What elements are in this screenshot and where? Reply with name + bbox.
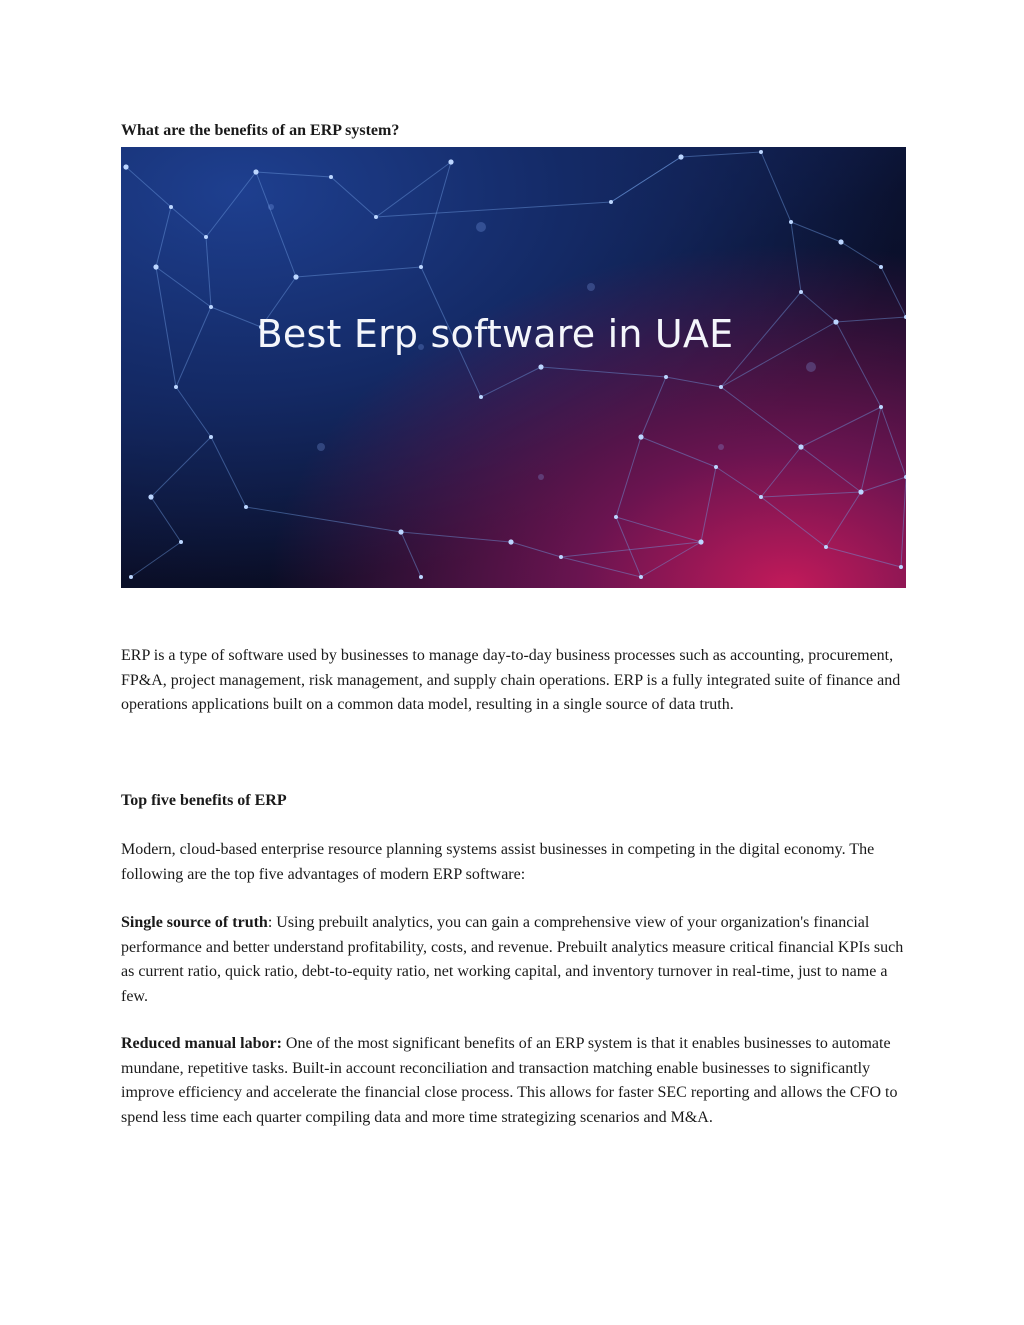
network-line — [511, 542, 561, 557]
benefit-term: Single source of truth — [121, 914, 268, 931]
network-line — [376, 202, 611, 217]
network-line — [716, 467, 761, 497]
network-line — [881, 267, 906, 317]
network-line — [761, 492, 861, 497]
network-line — [211, 437, 246, 507]
network-node — [698, 539, 703, 544]
network-node — [329, 175, 333, 179]
network-line — [151, 497, 181, 542]
network-line — [131, 542, 181, 577]
network-line — [296, 267, 421, 277]
network-node — [448, 159, 453, 164]
network-node — [479, 395, 483, 399]
network-line — [151, 437, 211, 497]
network-line — [611, 157, 681, 202]
network-node — [209, 305, 213, 309]
section-heading: Top five benefits of ERP — [121, 792, 287, 809]
benefit-text: : Using prebuilt analytics, you can gain a comprehensive view of your organization's financial performance and better understand profitability, costs, and revenue. Prebuilt analytics measure critical financial KPIs such as current ratio, quick ratio, debt-to-equity ratio, net working capital, and inventory turnover in real-time, just to name a few. — [121, 914, 904, 1005]
network-line — [841, 242, 881, 267]
network-node — [609, 200, 613, 204]
network-node — [538, 364, 543, 369]
network-node — [253, 169, 258, 174]
network-node — [419, 265, 423, 269]
network-line — [761, 152, 791, 222]
network-node — [879, 265, 883, 269]
network-line — [826, 492, 861, 547]
network-line — [721, 387, 801, 447]
network-node — [639, 575, 643, 579]
network-node — [789, 220, 793, 224]
network-line — [176, 387, 211, 437]
network-line — [376, 162, 451, 217]
bokeh-dot — [806, 362, 816, 372]
network-line — [616, 517, 701, 542]
network-node — [899, 565, 903, 569]
network-node — [719, 385, 723, 389]
network-line — [641, 437, 716, 467]
network-line — [701, 467, 716, 542]
section-intro-paragraph: Modern, cloud-based enterprise resource planning systems assist businesses in competing in the digital economy. The following are the top five advantages of modern ERP software: — [121, 841, 875, 883]
network-line — [256, 172, 331, 177]
network-node — [129, 575, 133, 579]
bokeh-dot — [317, 443, 325, 451]
network-line — [641, 377, 666, 437]
network-node — [179, 540, 183, 544]
network-line — [561, 557, 641, 577]
bokeh-dot — [476, 222, 486, 232]
bokeh-dot — [718, 444, 724, 450]
intro-paragraph: ERP is a type of software used by businesses to manage day-to-day business processes such as accounting, procurement, FP&A, project management, risk management, and supply chain operations. ERP is a fully integrated suite of finance and operations applications built on a common data model, resulting in a single source of data truth. — [121, 647, 901, 713]
network-line — [901, 477, 906, 567]
benefit-single-source-of-truth — [121, 911, 911, 1009]
network-line — [171, 207, 206, 237]
network-line — [861, 407, 881, 492]
benefit-reduced-manual-labor — [121, 1032, 911, 1130]
network-line — [666, 377, 721, 387]
network-line — [681, 152, 761, 157]
network-line — [791, 222, 841, 242]
network-line — [206, 172, 256, 237]
network-node — [638, 434, 643, 439]
network-line — [801, 407, 881, 447]
network-node — [799, 290, 803, 294]
network-node — [169, 205, 173, 209]
network-line — [761, 447, 801, 497]
network-line — [826, 547, 901, 567]
network-line — [156, 207, 171, 267]
network-line — [616, 517, 641, 577]
network-node — [904, 315, 906, 319]
network-line — [206, 237, 211, 307]
network-node — [664, 375, 668, 379]
network-node — [678, 154, 683, 159]
hero-banner-image — [121, 147, 906, 588]
bokeh-dot — [587, 283, 595, 291]
network-node — [824, 545, 828, 549]
network-node — [559, 555, 563, 559]
network-line — [541, 367, 666, 377]
network-line — [401, 532, 511, 542]
bokeh-dot — [268, 204, 274, 210]
network-line — [861, 477, 906, 492]
network-line — [801, 447, 861, 492]
network-node — [838, 239, 843, 244]
network-line — [401, 532, 421, 577]
network-line — [331, 177, 376, 217]
network-node — [614, 515, 618, 519]
network-line — [761, 497, 826, 547]
network-line — [246, 507, 401, 532]
benefit-term: Reduced manual labor: — [121, 1035, 282, 1052]
network-node — [123, 164, 128, 169]
network-node — [209, 435, 213, 439]
network-node — [174, 385, 178, 389]
network-node — [419, 575, 423, 579]
network-node — [508, 539, 513, 544]
network-node — [398, 529, 403, 534]
network-graphic — [121, 147, 906, 588]
network-line — [791, 222, 801, 292]
bokeh-dot — [538, 474, 544, 480]
network-node — [904, 475, 906, 479]
network-line — [616, 437, 641, 517]
network-node — [148, 494, 153, 499]
network-node — [879, 405, 883, 409]
network-line — [126, 167, 171, 207]
page-heading: What are the benefits of an ERP system? — [121, 122, 400, 139]
network-line — [481, 367, 541, 397]
hero-banner-title: Best Erp software in UAE — [256, 312, 734, 356]
network-line — [256, 172, 296, 277]
network-node — [759, 495, 763, 499]
network-line — [881, 407, 906, 477]
network-node — [374, 215, 378, 219]
network-node — [798, 444, 803, 449]
network-node — [858, 489, 863, 494]
network-line — [421, 162, 451, 267]
network-node — [153, 264, 158, 269]
network-line — [156, 267, 211, 307]
network-node — [759, 150, 763, 154]
network-node — [714, 465, 718, 469]
benefit-text: One of the most significant benefits of an ERP system is that it enables businesses to automate mundane, repetitive tasks. Built-in account reconciliation and transaction matching enable businesses to significantly improve efficiency and accelerate the financial close process. This allows for faster SEC reporting and allows the CFO to spend less time each quarter compiling data and more time strategizing scenarios and M&A. — [121, 1035, 898, 1126]
network-node — [204, 235, 208, 239]
network-node — [293, 274, 298, 279]
network-node — [244, 505, 248, 509]
